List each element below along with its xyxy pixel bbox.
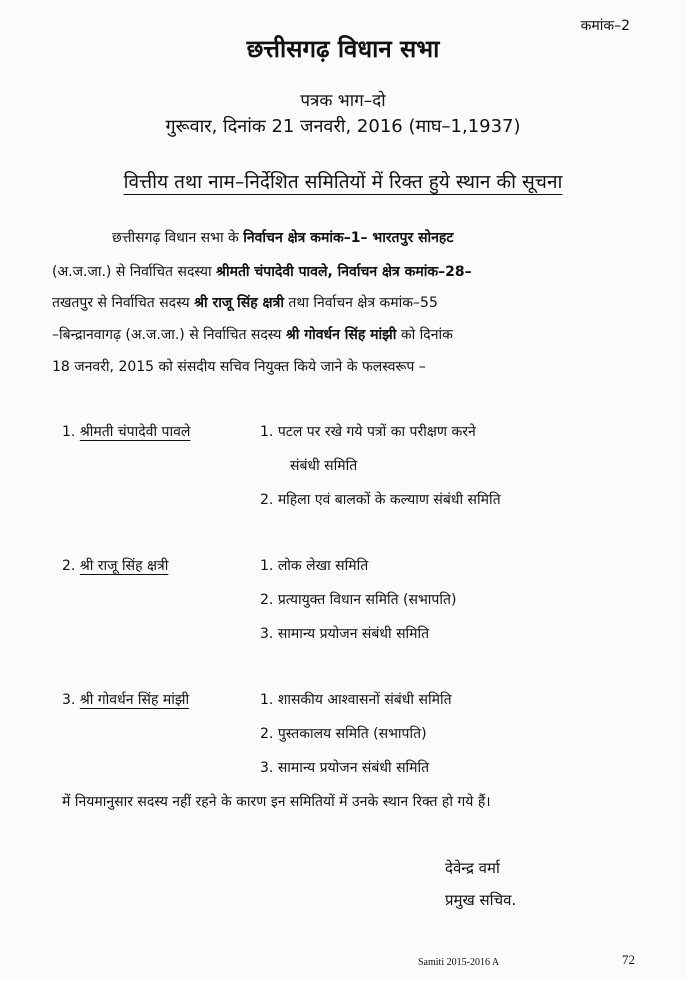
notice-heading-text: वित्तीय तथा नाम–निर्देशित समितियों में रिक्त हुये स्थान की सूचना bbox=[123, 171, 563, 193]
committee-number: 1. bbox=[260, 424, 274, 440]
page-number: 72 bbox=[622, 952, 635, 967]
committee-item bbox=[260, 690, 452, 709]
body-bold-text: श्री राजू सिंह क्षत्री bbox=[194, 295, 284, 311]
committee-number: 2. bbox=[260, 726, 274, 742]
member-number: 2. bbox=[62, 558, 76, 574]
body-line bbox=[52, 357, 426, 376]
body-text: तखतपुर से निर्वाचित सदस्य bbox=[52, 295, 195, 311]
member-number: 1. bbox=[62, 424, 76, 440]
committee-name: पटल पर रखे गये पत्रों का परीक्षण करने bbox=[277, 424, 476, 440]
body-text: (अ.ज.जा.) से निर्वाचित सदस्या bbox=[52, 264, 217, 280]
notice-heading bbox=[0, 168, 686, 194]
committee-number: 3. bbox=[260, 760, 274, 776]
body-text: छत्तीसगढ़ विधान सभा के bbox=[112, 230, 244, 246]
committee-name: लोक लेखा समिति bbox=[277, 558, 369, 574]
member-name: श्री गोवर्धन सिंह मांझी bbox=[79, 692, 190, 708]
committee-name: पुस्तकालय समिति (सभापति) bbox=[277, 726, 427, 742]
committee-name: सामान्य प्रयोजन संबंधी समिति bbox=[277, 626, 430, 642]
committee-name-continued: संबंधी समिति bbox=[290, 458, 358, 474]
body-text: –बिन्द्रानवागढ़ (अ.ज.जा.) से निर्वाचित सदस्य bbox=[52, 327, 286, 343]
member-entry bbox=[62, 690, 189, 709]
body-text: 18 जनवरी, 2015 को संसदीय सचिव नियुक्त किये जाने के फलस्वरूप – bbox=[52, 359, 426, 375]
committee-number: 2. bbox=[260, 592, 274, 608]
bulletin-date: गुरूवार, दिनांक 21 जनवरी, 2016 (माघ–1,1937) bbox=[165, 116, 521, 137]
committee-name: सामान्य प्रयोजन संबंधी समिति bbox=[277, 760, 430, 776]
committee-item bbox=[260, 422, 476, 441]
body-line bbox=[52, 293, 438, 312]
committee-item bbox=[260, 758, 429, 777]
committee-number: 2. bbox=[260, 492, 274, 508]
document-title: छत्तीसगढ़ विधान सभा bbox=[246, 35, 440, 63]
committee-item bbox=[260, 590, 456, 609]
member-number: 3. bbox=[62, 692, 76, 708]
committee-item bbox=[260, 556, 368, 575]
committee-item bbox=[260, 490, 501, 509]
committee-number: 1. bbox=[260, 558, 274, 574]
body-line bbox=[112, 228, 453, 247]
body-bold-text: श्री गोवर्धन सिंह मांझी bbox=[285, 327, 397, 343]
committee-name: शासकीय आश्वासनों संबंधी समिति bbox=[277, 692, 452, 708]
body-bold-text: श्रीमती चंपादेवी पावले, निर्वाचन क्षेत्र कमांक–28– bbox=[216, 264, 472, 280]
member-name: श्रीमती चंपादेवी पावले bbox=[79, 424, 191, 440]
member-entry bbox=[62, 556, 168, 575]
body-text: तथा निर्वाचन क्षेत्र कमांक–55 bbox=[283, 295, 438, 311]
signatory-designation: प्रमुख सचिव. bbox=[445, 891, 517, 909]
committee-item bbox=[260, 724, 427, 743]
closing-statement: में नियमानुसार सदस्य नहीं रहने के कारण इन समितियों में उनके स्थान रिक्त हो गये हैं। bbox=[62, 794, 491, 810]
member-entry bbox=[62, 422, 190, 441]
committee-item bbox=[260, 624, 429, 643]
member-name: श्री राजू सिंह क्षत्री bbox=[79, 558, 169, 574]
footer-code: Samiti 2015-2016 A bbox=[418, 957, 500, 968]
document-serial: कमांक–2 bbox=[580, 18, 630, 34]
committee-name: प्रत्यायुक्त विधान समिति (सभापति) bbox=[277, 592, 457, 608]
committee-number: 1. bbox=[260, 692, 274, 708]
signatory-name: देवेन्द्र वर्मा bbox=[445, 859, 500, 877]
body-line bbox=[52, 262, 472, 281]
bulletin-part: पत्रक भाग–दो bbox=[300, 91, 386, 111]
committee-number: 3. bbox=[260, 626, 274, 642]
committee-name: महिला एवं बालकों के कल्याण संबंधी समिति bbox=[277, 492, 501, 508]
body-bold-text: निर्वाचन क्षेत्र कमांक–1– भारतपुर सोनहट bbox=[243, 230, 454, 246]
body-line bbox=[52, 325, 453, 344]
body-text: को दिनांक bbox=[396, 327, 453, 343]
